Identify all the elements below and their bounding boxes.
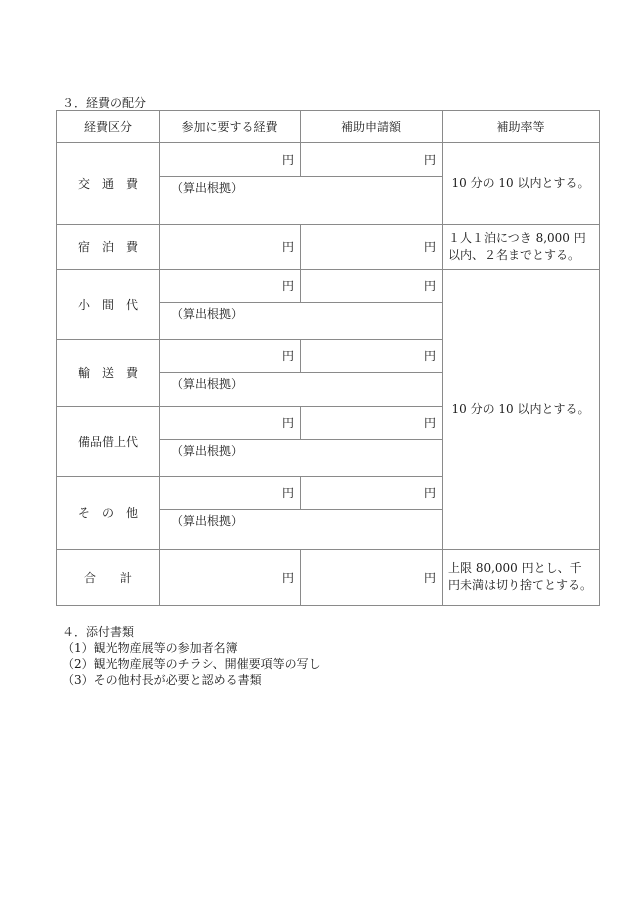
lodging-cost-yen: 円 [281, 240, 294, 254]
shipping-cost-yen: 円 [281, 349, 294, 363]
total-rate: 上限 80,000 円とし、千円未満は切り捨てとする。 [448, 561, 593, 592]
header-subsidy-rate: 補助率等 [496, 120, 545, 134]
booth-basis: （算出根拠） [171, 307, 244, 321]
shipping-basis: （算出根拠） [171, 377, 244, 391]
category-shipping: 輸 送 費 [77, 366, 138, 380]
attachment-item: （3）その他村長が必要と認める書類 [62, 673, 262, 687]
attachment-item: （1）観光物産展等の参加者名簿 [62, 641, 238, 655]
total-request-yen: 円 [423, 570, 436, 585]
header-expense-category: 経費区分 [83, 120, 132, 134]
header-participation-cost: 参加に要する経費 [181, 120, 278, 134]
expense-allocation-table [56, 110, 600, 606]
category-booth-fee: 小 間 代 [77, 297, 138, 312]
transport-cost-yen: 円 [281, 152, 294, 167]
booth-request-yen: 円 [423, 279, 436, 293]
attachment-item: （2）観光物産展等のチラシ、開催要項等の写し [62, 657, 321, 671]
section-4-title: ４．添付書類 [62, 625, 135, 639]
total-cost-yen: 円 [281, 570, 294, 585]
transport-rate: 10 分の 10 以内とする。 [451, 175, 590, 190]
other-cost-yen: 円 [281, 486, 294, 500]
booth-cost-yen: 円 [281, 279, 294, 293]
attachments-section [62, 624, 321, 688]
equipment-cost-yen: 円 [281, 416, 294, 430]
shipping-request-yen: 円 [423, 349, 436, 363]
category-other: そ の 他 [77, 506, 138, 520]
transport-request-yen: 円 [423, 152, 436, 167]
other-basis: （算出根拠） [171, 514, 244, 528]
other-request-yen: 円 [423, 486, 436, 500]
equipment-request-yen: 円 [423, 416, 436, 430]
transport-basis: （算出根拠） [171, 181, 244, 195]
category-total: 合 計 [83, 570, 132, 585]
category-lodging: 宿 泊 費 [77, 240, 138, 254]
category-equipment-rental: 備品借上代 [77, 434, 138, 449]
shared-rate: 10 分の 10 以内とする。 [451, 401, 590, 416]
lodging-rate: １人１泊につき 8,000 円以内、２名までとする。 [448, 230, 586, 262]
lodging-request-yen: 円 [423, 240, 436, 254]
category-transport: 交 通 費 [77, 176, 138, 191]
section-3-title: ３．経費の配分 [62, 96, 147, 110]
header-subsidy-request: 補助申請額 [340, 120, 401, 134]
equipment-basis: （算出根拠） [171, 444, 244, 458]
